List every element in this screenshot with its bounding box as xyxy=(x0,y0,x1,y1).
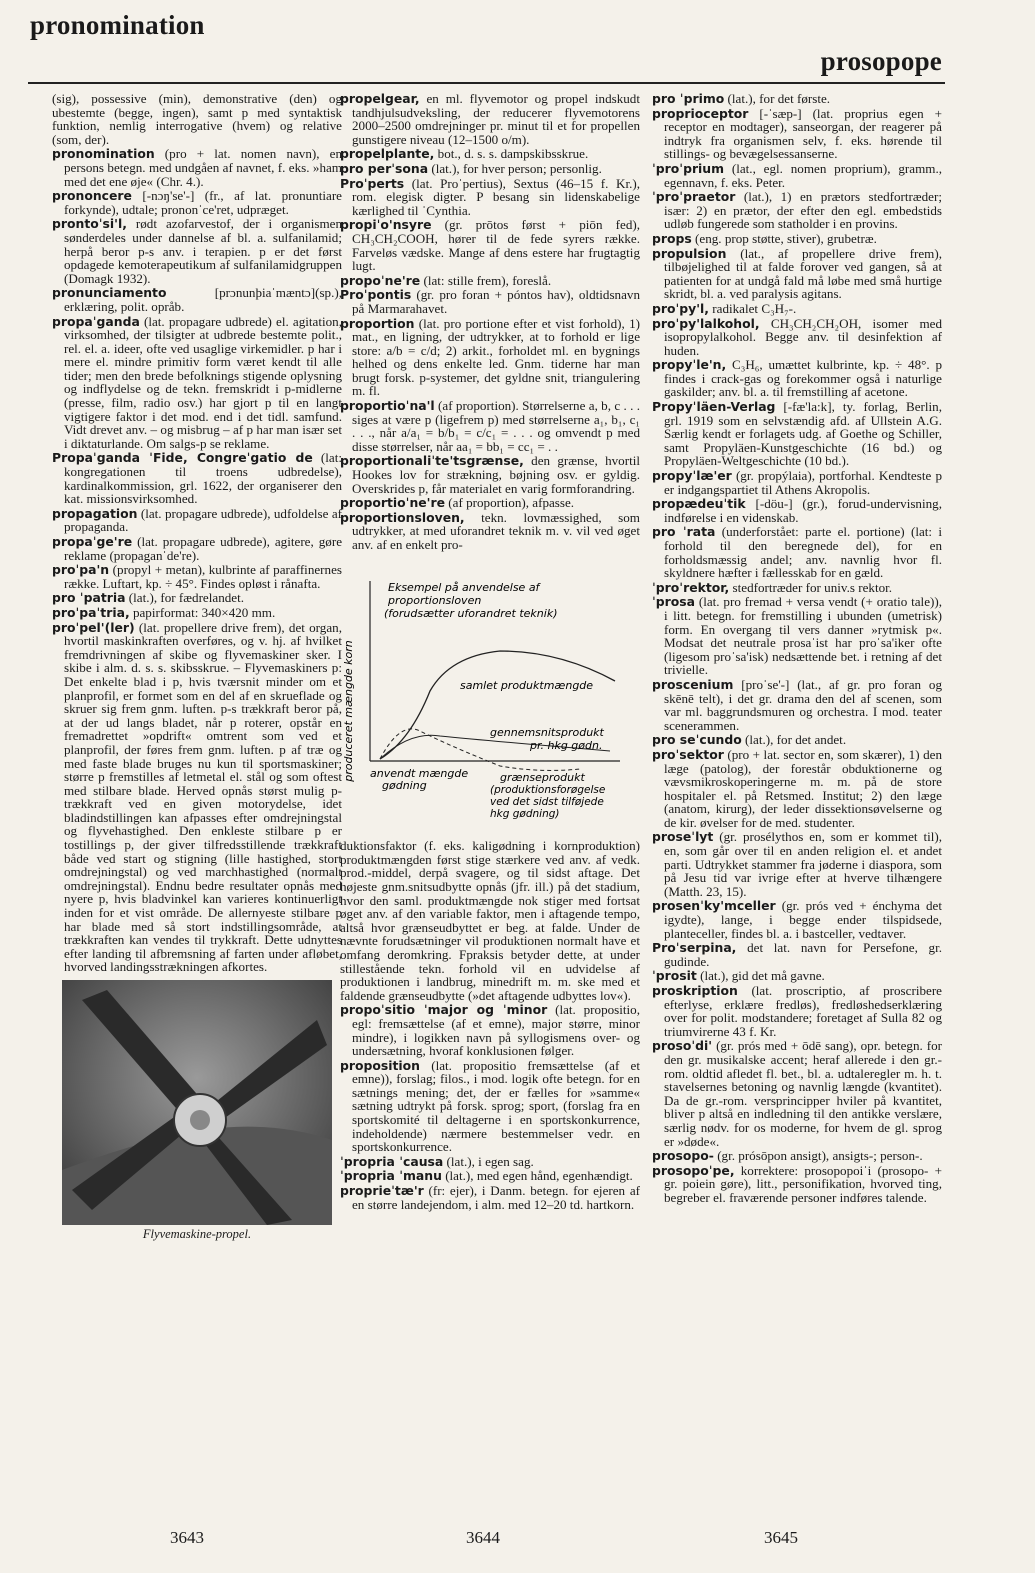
entry-headword: proprieˈtæ'r xyxy=(340,1183,424,1199)
photo-caption: Flyvemaskine-propel. xyxy=(142,1227,252,1241)
entry-definition: (lat.), gid det må gavne. xyxy=(700,968,825,984)
header-rule xyxy=(28,82,945,84)
dictionary-entry xyxy=(340,511,640,552)
dictionary-entry xyxy=(340,92,640,146)
propeller-photo xyxy=(62,980,332,1225)
entry-definition: (lat. propositio, egl: fremsættelse (af et emne), major større, minor mindre), i logikken navn på syllogismens over- og undersætning, hvoraf konklusionen følger. xyxy=(352,1002,640,1059)
entry-headword: proˈpy'l, xyxy=(652,300,709,316)
entry-definition: (lat.), for det første. xyxy=(727,92,831,106)
entry-definition: (propyl + metan), kulbrinte af paraffinernes række. Luftart, kp. ÷ 45°. Findes opløst i rånafta. xyxy=(64,562,342,591)
dictionary-entry xyxy=(340,1169,640,1183)
dictionary-entry xyxy=(652,1039,942,1148)
entry-definition: (eng. prop støtte, stiver), grubetræ. xyxy=(695,230,877,246)
diagram-title-2: proportionsloven xyxy=(388,593,482,607)
dictionary-entry xyxy=(652,1149,942,1163)
dictionary-entry xyxy=(652,969,942,983)
entry-definition: (lat.), i egen sag. xyxy=(446,1153,534,1169)
entry-headword: prononcere xyxy=(52,188,132,204)
dictionary-entry xyxy=(52,92,342,146)
entry-definition: (lat: stille frem), foreslå. xyxy=(423,272,552,288)
dictionary-entry xyxy=(652,190,942,231)
entry-definition: [proˈse'-] (lat., af gr. pro foran og skēnē telt), i det gr. drama den del af scenen, som var ml. baggrundsmuren og orchestra. I mod. teater scenerammen. xyxy=(664,676,942,733)
entry-headword: proportioˈne're xyxy=(340,495,445,511)
entry-definition: tekn. lovmæssighed, som udtrykker, at med uforandret teknik m. v. vil ved øget anv. af en enkelt pro- xyxy=(352,509,640,552)
dictionary-entry xyxy=(340,1059,640,1154)
entry-headword: proˈpy'lalkohol, xyxy=(652,315,760,331)
x-axis-label-2: gødning xyxy=(382,778,427,792)
entry-headword: proˈsektor xyxy=(652,746,724,762)
entry-definition: papirformat: 340×420 mm. xyxy=(132,604,276,620)
dictionary-entry xyxy=(52,606,342,620)
entry-headword: pro ˈprimo xyxy=(652,92,725,106)
entry-definition: (lat. pro fremad + versa vendt (+ oratio tale)), i litt. betegn. for fremstilling i ubunden (umetrisk) form. En overgang til vers danner »rytmisk p«. Modsat det neutrale prosaˈist har proˈsa'iker ofte (ligesom proˈsa'isk) nedsættende bet. i retning af det trivielle. xyxy=(664,594,942,678)
entry-headword: ˈprosit xyxy=(652,968,697,984)
entry-headword: proskription xyxy=(652,983,738,998)
dictionary-entry xyxy=(652,162,942,189)
entry-headword: pro seˈcundo xyxy=(652,732,742,748)
entry-headword: propelplante, xyxy=(340,146,435,162)
column-3-entries xyxy=(652,92,942,1205)
dictionary-entry xyxy=(652,525,942,579)
entry-definition: [-fæ'la:k], ty. forlag, Berlin, grl. 1919 som en selvstændig afd. af Ullstein A.G. Særlig kendt er forlagets udg. af Goethe og Schiller, samt Propyläen-Kunstgeschichte (16 bd.) og Propyläen-Weltgeschichte (10 bd.). xyxy=(664,399,942,469)
entry-definition: (lat: kongregationen til troens udbredelse), kardinalkommission, grl. 1622, der organiserer den kat. missionsvirksomhed. xyxy=(64,450,342,507)
column-1-entries xyxy=(52,92,342,974)
dictionary-entry xyxy=(652,678,942,732)
dictionary-entry xyxy=(652,581,942,595)
entry-definition: (af proportion). Størrelserne a, b, c . . . siges at være p (ligefrem p) med størrelserne a₁, b₁, c₁ . . ., når a/a₁ = b/b₁ = c/c₁ = . . . og omvendt p med disse størrelser, når aa₁ = bb₁ = cc₁ = . . xyxy=(352,398,640,454)
dictionary-entry xyxy=(652,941,942,968)
entry-definition: radikalet C₃H₇-. xyxy=(712,300,797,316)
dictionary-entry xyxy=(52,189,342,216)
entry-headword: proseˈlyt xyxy=(652,829,714,845)
entry-headword: pronomination xyxy=(52,146,155,162)
dictionary-entry xyxy=(340,288,640,315)
dictionary-entry xyxy=(340,496,640,510)
entry-definition: (lat. propositio fremsættelse (af et emne)), forslag; filos., i mod. logik ofte betegn. for en sætnings mening; det, der er fælles for »samme« sætning udtrykt på forsk. sprog; sport, (forslag fra en sportskomité til deltagerne i en sportskonkurrence, indeholdende) nærmere bestemmelser vedr. en sportskonkurrence. xyxy=(352,1057,640,1155)
propeller-illustration xyxy=(62,980,332,1225)
dictionary-entry xyxy=(340,317,640,399)
dictionary-entry xyxy=(52,147,342,188)
dictionary-entry xyxy=(52,451,342,505)
entry-definition: [-nɔŋ'se'-] (fr., af lat. pronuntiare forkynde), udtale; prononˈce'ret, udpræget. xyxy=(64,188,342,217)
entry-headword: Propyˈläen-Verlag xyxy=(652,399,776,415)
dictionary-entry xyxy=(52,621,342,974)
entry-headword: proˈpaˈtria, xyxy=(52,604,130,620)
dictionary-entry xyxy=(52,315,342,451)
dictionary-entry xyxy=(340,1003,640,1057)
column-2 xyxy=(340,92,640,1472)
dictionary-entry xyxy=(340,839,640,1002)
diagram-y-axis-label: produceret mængde korn xyxy=(342,639,355,782)
marginal-product-label-2: (produktionsforøgelse xyxy=(490,783,606,796)
dictionary-entry xyxy=(340,218,640,272)
entry-definition: (af proportion), afpasse. xyxy=(448,495,575,511)
entry-definition: (lat.), for det andet. xyxy=(745,732,847,748)
entry-headword: propaˈganda xyxy=(52,313,140,329)
dictionary-entry xyxy=(52,507,342,534)
proportion-law-diagram xyxy=(340,561,640,831)
entry-headword: prosopo- xyxy=(652,1148,714,1164)
entry-definition: (lat., egl. nomen proprium), gramm., egennavn, f. eks. Peter. xyxy=(664,160,942,190)
entry-definition: (gr. prosélythos en, som er kommet til), en, som går over til en anden religion el. et andet parti. Udtrykket stammer fra jøderne i diaspora, som på Jesu tid var ivrige efter at hverve tilhængere (Matth. 23, 15). xyxy=(664,829,942,899)
entry-headword: propyˈlæ'er xyxy=(652,468,732,484)
entry-headword: Propaˈganda ˈFide, Congreˈgatio de xyxy=(52,450,313,466)
entry-definition: (lat. propagare udbrede), udfoldelse af propaganda. xyxy=(64,505,342,535)
entry-headword: proportionsloven, xyxy=(340,509,465,525)
entry-definition: (gr. prósōpon ansigt), ansigts-; person-. xyxy=(717,1148,923,1164)
entry-definition: den grænse, hvortil Hookes lov for strækning, bøjning osv. er gyldig. Overskrides p, får materialet en varig formforandring. xyxy=(352,453,640,496)
column-2-top-entries xyxy=(340,92,640,552)
entry-definition: duktionsfaktor (f. eks. kaligødning i kornproduktion) produktmængden først stige stærkere ved anv. af vedk. prod.-middel, derpå svagere, og til sidst aftage. Det højeste gnm.snitsudbytte opnås (jfr. ill.) på det stadium, hvor den saml. produktmængde nok stiger med fortsat øget anv. af den variable faktor, men i aftagende tempo, altså hvor grænseudbyttet er beg. at falde. Under de nævnte forudsætninger vil produktionen normalt have et omfang deromkring. Fpraksis betyder dette, at under stillestående tekn. forhold vil en udvidelse af produktionen i landbrug, minedrift m. m. ske med et faldende grænseudbytte (»det aftagende udbyttes lov«). xyxy=(340,838,640,1003)
dictionary-entry xyxy=(340,454,640,495)
entry-headword: prontoˈsi'l, xyxy=(52,216,127,232)
dictionary-entry xyxy=(652,469,942,496)
entry-headword: ˈproˈpraetor xyxy=(652,189,736,205)
column-3 xyxy=(652,92,942,1472)
marginal-product-label-3: ved det sidst tilføjede xyxy=(490,795,604,808)
dictionary-entry xyxy=(652,107,942,161)
entry-headword: pro ˈrata xyxy=(652,524,716,540)
marginal-product-label-4: hkg gødning) xyxy=(490,807,560,820)
entry-definition: (gr. prós med + ōdē sang), opr. betegn. for den gr. musikalske accent; heraf allerede i den gr.-rom. oldtid afledet fl. bet., bl. a. udtaleregler m. h. t. stavelsernes betoning og navnlig længde (kvantitet). Da de gr.-rom. versprincipper hviler på kvantitet, bliver p altså en indledning til den antikke verslære, særlig nødv. for os moderne, for hvem de gl. sprog er »døde«. xyxy=(664,1038,942,1149)
x-axis-label-1: anvendt mængde xyxy=(370,766,469,780)
entry-headword: proˈpel'(ler) xyxy=(52,619,135,635)
entry-definition: CH₃CH₂CH₂OH, isomer med isopropylalkohol. Begge anv. til desinfektion af huden. xyxy=(664,315,942,358)
dictionary-entry xyxy=(52,217,342,285)
dictionary-entry xyxy=(652,830,942,898)
dictionary-entry xyxy=(652,595,942,677)
entry-definition: stedfortræder for univ.s rektor. xyxy=(732,579,893,595)
column-2-bottom-entries xyxy=(340,839,640,1211)
entry-headword: propoˈsitio ˈmajor og ˈminor xyxy=(340,1002,548,1018)
entry-headword: propagation xyxy=(52,505,138,521)
average-product-label-2: pr. hkg gødn. xyxy=(530,738,603,752)
total-product-label: samlet produktmængde xyxy=(460,678,594,692)
entry-headword: propiˈo'nsyre xyxy=(340,217,432,233)
entry-definition: (pro + lat. sector en, som skærer), 1) den læge (patolog), der forestår obduktionerne og vævsmikroskoperingerne m. m. på de store hospitaler el. på Retsmed. Institut; 2) den læge (anatom, kirurg), der leder dissektionsøvelserne og de kir. øvelser for de med. studenter. xyxy=(664,746,942,830)
entry-definition: [-ˈsæp-] (lat. proprius egen + receptor en modtager), sanseorgan, der reagerer på indtryk fra organismen selv, f. eks. hørende til stillings- og bevægelsessanserne. xyxy=(664,105,942,162)
entry-definition: (lat.), for hver person; personlig. xyxy=(431,160,602,176)
entry-headword: proportion xyxy=(340,315,415,331)
entry-headword: proportionaliˈte'tsgrænse, xyxy=(340,453,524,469)
entry-headword: prosenˈky'mceller xyxy=(652,898,776,914)
entry-headword: prosoˈdi' xyxy=(652,1038,713,1054)
entry-headword: ˈpropria ˈcausa xyxy=(340,1153,444,1169)
dictionary-entry xyxy=(652,317,942,358)
entry-headword: propyˈle'n, xyxy=(652,357,727,373)
dictionary-entry xyxy=(340,1184,640,1211)
entry-definition: korrektere: prosopopoiˈi (prosopo- + gr. poiein gøre), litt., personifikation, hvorved ting, begreber el. fraværende personer indføres talende. xyxy=(664,1162,942,1205)
dictionary-entry xyxy=(652,899,942,940)
entry-headword: proprioceptor xyxy=(652,105,749,121)
average-product-label: gennemsnitsprodukt xyxy=(490,725,604,739)
entry-headword: pro perˈsona xyxy=(340,160,429,176)
entry-headword: propoˈne're xyxy=(340,272,421,288)
dictionary-entry xyxy=(340,147,640,161)
dictionary-entry xyxy=(52,591,342,605)
dictionary-entry xyxy=(652,232,942,246)
column-1 xyxy=(52,92,342,1472)
entry-definition: (lat., af propellere drive frem), tilbøjelighed til at falde forover ved gangen, så at patienten for at undgå fald må løbe med små hurtige skridt, bl. a. ved paralysis agitans. xyxy=(664,245,942,302)
entry-definition: (lat. propagare udbrede), agitere, gøre reklame (propaganˈde're). xyxy=(64,534,342,563)
entry-definition: (gr. propýlaia), portforhal. Kendteste p er indgangspartiet til Athens Akropolis. xyxy=(664,468,942,497)
entry-headword: propulsion xyxy=(652,245,727,261)
entry-headword: propelgear, xyxy=(340,92,420,106)
dictionary-entry xyxy=(52,563,342,590)
entry-definition: (lat.), 1) en prætors stedfortræder; især: 2) en prætor, der efter den egl. embedstids udløb fungerede som statholder i en provins. xyxy=(664,189,942,232)
entry-headword: ˈproˈrektor, xyxy=(652,579,730,595)
entry-headword: proˈpa'n xyxy=(52,562,110,578)
entry-definition: (pro + lat. nomen navn), en persons betegn. med undgåen af navnet, f. eks. »ham med det ene øje« (Chr. 4.). xyxy=(64,146,342,189)
dictionary-entry xyxy=(340,177,640,218)
entry-definition: bot., d. s. s. dampskibsskrue. xyxy=(437,146,589,162)
entry-headword: prosopoˈpe, xyxy=(652,1162,735,1178)
left-guide-word: pronomination xyxy=(30,10,205,40)
entry-headword: propædeuˈtik xyxy=(652,496,746,512)
dictionary-entry xyxy=(340,162,640,176)
dictionary-entry xyxy=(652,497,942,524)
entry-definition: (lat. proscriptio, af proscribere efterlyse, erklære fredløs), fredløshedserklæring over for polit. modstandere; foretaget af Sulla 82 og triumvirerne 43 f. Kr. xyxy=(664,983,942,1039)
right-guide-word: prosopope xyxy=(820,46,942,76)
entry-headword: proposition xyxy=(340,1057,421,1073)
entry-headword: pro ˈpatria xyxy=(52,590,126,606)
page-number-left: 3643 xyxy=(170,1528,204,1547)
entry-headword: Proˈserpina, xyxy=(652,940,737,956)
diagram-title-3: (forudsætter uforandret teknik) xyxy=(384,606,558,620)
entry-definition: (underforstået: parte el. portione) (lat: i forhold til den beregnede del), for en forholdsmæssig andel; anv. navnlig hvor fl. skyldnere hæfter i fællesskab for en gæld. xyxy=(664,524,942,581)
dictionary-entry xyxy=(340,274,640,288)
dictionary-entry xyxy=(652,733,942,747)
dictionary-entry xyxy=(52,286,342,313)
dictionary-entry xyxy=(652,984,942,1038)
entry-headword: ˈpropria ˈmanu xyxy=(340,1168,442,1184)
entry-headword: ˈproˈprium xyxy=(652,160,725,176)
entry-definition: rødt azofarvestof, der i organismen sønderdeles under dannelse af bl. a. sulfanilamid; herpå beror p-s anv. i terapien. p er det først opdagede kemoterapeutikum af sulfanilamidgruppen (Domagk 1932). xyxy=(64,216,342,286)
dictionary-entry xyxy=(652,247,942,301)
entry-definition: (lat. Proˈpertius), Sextus (46–15 f. Kr.), rom. elegisk digter. P besang sin lidenskabelige kærlighed til ˈCynthia. xyxy=(352,175,640,218)
dictionary-entry xyxy=(652,400,942,468)
entry-headword: propaˈge're xyxy=(52,534,133,549)
entry-headword: proportioˈna'l xyxy=(340,398,435,414)
marginal-product-label: grænseprodukt xyxy=(500,770,585,784)
entry-definition: (lat.), for fædrelandet. xyxy=(128,590,245,606)
entry-headword: ˈprosa xyxy=(652,594,696,610)
entry-definition: det lat. navn for Persefone, gr. gudinde. xyxy=(664,940,942,969)
dictionary-entry xyxy=(652,1164,942,1205)
dictionary-entry xyxy=(340,1155,640,1169)
entry-headword: Proˈperts xyxy=(340,175,405,191)
entry-definition: (sig), possessive (min), demonstrative (den) og ubestemte (begge, ingen), samt p med syntaktisk funktion, nemlig interrogative (hvem) og relative (som, der). xyxy=(52,92,342,147)
entry-headword: proscenium xyxy=(652,676,734,692)
entry-definition: C₃H₆, umættet kulbrinte, kp. ÷ 48°. p findes i crack-gas og forekommer også i naturlige gaskilder; anv. bl. a. til fremstilling af acetone. xyxy=(664,357,942,400)
dictionary-entry xyxy=(652,302,942,316)
dictionary-entry xyxy=(340,399,640,453)
entry-headword: Proˈpontis xyxy=(340,287,412,303)
dictionary-entry xyxy=(52,535,342,562)
entry-definition: (lat. propellere drive frem), det organ, hvortil maskinkraften overføres, og v. hj. af hvilket fremdrivningen af skibe og flyvemaskiner sker. I skibe i alm. d. s. s. skibsskrue. – Flyvemaskiners p: Det enkelte blad i p, hvis tværsnit minder om et planprofil, er formet som en del af en skrueflade og skruer sig frem gnm. luften. p-s trækkraft beror på, at der ud langs bladet, når p roterer, opstår en fremadrettet »opdrift« omtrent som ved et planprofil, der føres frem gnm. luften. p af træ og med faste blade bruges nu kun til sportsmaskiner; større p fremstilles af letmetal el. stål og som oftest med stilbare blade. Herved opnås størst mulig p-trækkraft ved en given motorydelse, idet bladindstillingen kan afpasses efter omdrejningstal og flyvehastighed. Den enkleste stilbare p er tostillings p, der giver tilfredsstillende trækkraft både ved start og stigning (lille hastighed, stort omdrejningstal) og ved marchhastighed (normalt omdrejningstal). Endnu bedre resultater opnås med nyere p, hvis bladvinkel kan varieres kontinuerligt inden for et vist område. De allernyeste stilbare p har blade med så stort indstillingsområde, at trækkraften kan vendes til trykkraft. Dette udnyttes efter landing til afbremsning af farten under afløbet, hvorved landingsstrækningen afkortes. xyxy=(64,619,342,975)
page-number-center: 3644 xyxy=(466,1528,500,1547)
dictionary-entry xyxy=(652,748,942,830)
entry-definition: (fr: ejer), i Danm. betegn. for ejeren af en større landejendom, i alm. med 12–20 td. hartkorn. xyxy=(352,1183,640,1212)
entry-definition: (gr. pro foran + póntos hav), oldtidsnavn på Marmarahavet. xyxy=(352,287,640,316)
page-number-right: 3645 xyxy=(764,1528,798,1547)
entry-definition: (gr. prōtos først + piōn fed), CH₃CH₂COOH, hører til de fede syrers række. Farveløs vædske. Mange af dens estere har frugtagtig lugt. xyxy=(352,217,640,274)
dictionary-entry xyxy=(652,92,942,106)
entry-headword: pronunciamento xyxy=(52,285,167,301)
entry-definition: (lat. pro portione efter et vist forhold), 1) mat., en ligning, der udtrykker, at to forhold er lige store: a/b = c/d; 2) arkit., forholdet ml. en bygnings helhed og dens enkelte led. Gnm. tiderne har man brugt forsk. p-systemer, det gyldne snit, triangulering m. fl. xyxy=(352,315,640,399)
diagram-title-1: Eksempel på anvendelse af xyxy=(388,580,540,594)
entry-definition: (gr. prós ved + énchyma det igydte), lange, i begge ender tilspidsede, planteceller, findes bl. a. i bastceller, vedtaver. xyxy=(664,898,942,941)
entry-definition: en ml. flyvemotor og propel indskudt tandhjulsudveksling, der reducerer flyvemotorens 2000–2500 omdrejninger pr. minut til et for propellen gunstigere niveau (12–1500 o/m). xyxy=(352,92,640,147)
entry-headword: props xyxy=(652,230,692,246)
dictionary-entry xyxy=(652,358,942,399)
entry-definition: [-döu-] (gr.), forud-undervisning, indførelse i en videnskab. xyxy=(664,496,942,525)
entry-definition: (lat. propagare udbrede) el. agitation, virksomhed, der tilsigter at udbrede bestemte polit., rel. el. a. ideer, ofte ved usaglige virkemidler. p har i mere el. mindre primitiv form været kendt til alle tider; men den brede befolknings stigende oplysning og indflydelse og de tekn. fremskridt i p-midlerne (presse, film, radio osv.) har gjort p til en langt vigtigere faktor i det mod. end i det tidl. samfund. Vidt drevet anv. – og misbrug – af p har man især set i diktaturlande. Om salgs-p se reklame. xyxy=(64,313,342,451)
entry-definition: (lat.), med egen hånd, egenhændigt. xyxy=(445,1168,633,1184)
entry-definition: [prɔnunþiaˈmæntɔ](sp.), erklæring, polit. opråb. xyxy=(64,285,342,314)
